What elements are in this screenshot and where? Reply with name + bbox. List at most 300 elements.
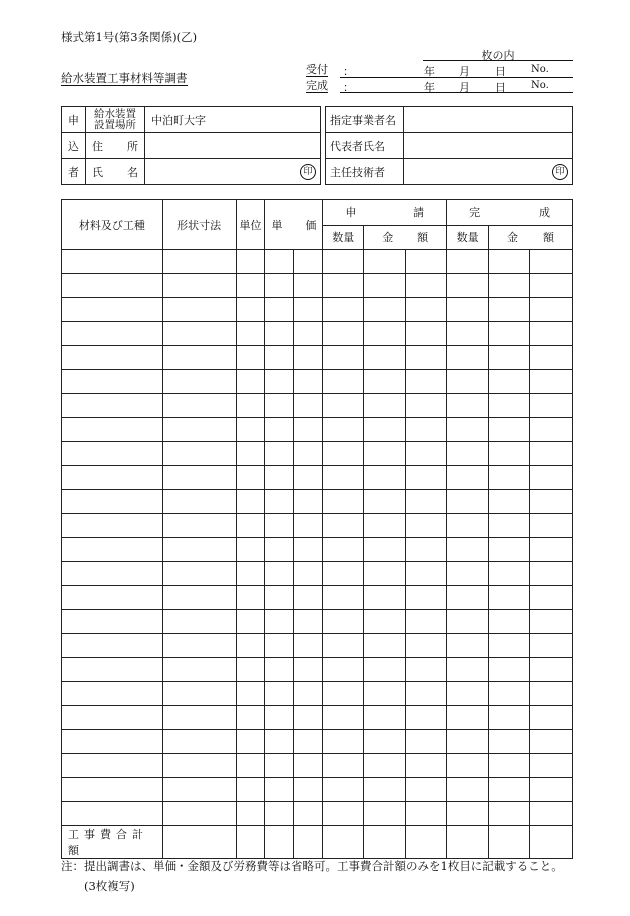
table-cell[interactable] <box>489 634 530 658</box>
table-cell[interactable] <box>265 370 294 394</box>
table-cell[interactable] <box>489 370 530 394</box>
table-cell[interactable] <box>529 274 572 298</box>
table-cell[interactable] <box>406 562 447 586</box>
table-cell[interactable] <box>236 538 265 562</box>
table-cell[interactable] <box>489 514 530 538</box>
table-cell[interactable] <box>265 298 294 322</box>
table-cell[interactable] <box>406 298 447 322</box>
reception-colon: ： <box>343 65 354 78</box>
table-row <box>62 586 573 610</box>
header-completion-a: 完 <box>469 206 481 220</box>
table-cell[interactable] <box>294 298 323 322</box>
table-cell[interactable] <box>529 394 572 418</box>
table-cell[interactable] <box>529 466 572 490</box>
table-cell[interactable] <box>294 514 323 538</box>
table-cell[interactable] <box>236 346 265 370</box>
table-cell[interactable] <box>323 250 364 274</box>
table-cell[interactable] <box>294 778 323 802</box>
table-cell[interactable] <box>447 274 489 298</box>
table-cell[interactable] <box>447 802 489 826</box>
table-cell[interactable] <box>162 322 236 346</box>
table-cell[interactable] <box>529 730 572 754</box>
table-cell[interactable] <box>447 322 489 346</box>
table-cell[interactable] <box>265 538 294 562</box>
address-value[interactable] <box>145 133 321 159</box>
table-cell[interactable] <box>323 730 364 754</box>
table-cell[interactable] <box>294 610 323 634</box>
install-location-value[interactable]: 中泊町大字 <box>145 107 321 133</box>
table-cell[interactable] <box>236 466 265 490</box>
table-cell[interactable] <box>265 250 294 274</box>
total-cell[interactable] <box>162 826 236 859</box>
table-cell[interactable] <box>529 514 572 538</box>
table-cell[interactable] <box>162 298 236 322</box>
table-cell[interactable] <box>294 466 323 490</box>
table-cell[interactable] <box>265 754 294 778</box>
table-cell[interactable] <box>529 778 572 802</box>
table-cell[interactable] <box>406 274 447 298</box>
install-location-label-line1: 給水装置 <box>94 107 136 120</box>
table-cell[interactable] <box>162 610 236 634</box>
sheets-line <box>423 60 573 61</box>
table-cell[interactable] <box>62 490 163 514</box>
table-cell[interactable] <box>406 754 447 778</box>
table-cell[interactable] <box>364 586 406 610</box>
install-location-label-line2: 設置場所 <box>94 118 136 131</box>
table-cell[interactable] <box>62 322 163 346</box>
table-cell[interactable] <box>294 754 323 778</box>
table-cell[interactable] <box>489 442 530 466</box>
table-cell[interactable] <box>447 466 489 490</box>
table-cell[interactable] <box>62 274 163 298</box>
contractor-name-value[interactable] <box>404 107 573 133</box>
table-cell[interactable] <box>406 634 447 658</box>
table-cell[interactable] <box>162 370 236 394</box>
table-cell[interactable] <box>265 610 294 634</box>
table-cell[interactable] <box>364 250 406 274</box>
table-cell[interactable] <box>265 442 294 466</box>
table-cell[interactable] <box>364 538 406 562</box>
table-cell[interactable] <box>364 346 406 370</box>
table-cell[interactable] <box>294 682 323 706</box>
table-cell[interactable] <box>447 250 489 274</box>
table-cell[interactable] <box>62 394 163 418</box>
table-cell[interactable] <box>489 754 530 778</box>
table-cell[interactable] <box>294 394 323 418</box>
table-row <box>62 274 573 298</box>
table-cell[interactable] <box>447 514 489 538</box>
table-cell[interactable] <box>265 346 294 370</box>
table-cell[interactable] <box>406 250 447 274</box>
table-cell[interactable] <box>447 706 489 730</box>
table-cell[interactable] <box>265 730 294 754</box>
header-unit-price-b: 価 <box>305 218 317 232</box>
table-cell[interactable] <box>62 778 163 802</box>
table-cell[interactable] <box>447 298 489 322</box>
table-cell[interactable] <box>162 418 236 442</box>
table-cell[interactable] <box>529 538 572 562</box>
table-cell[interactable] <box>529 490 572 514</box>
table-cell[interactable] <box>323 682 364 706</box>
total-cell[interactable] <box>529 826 572 859</box>
table-cell[interactable] <box>489 802 530 826</box>
table-cell[interactable] <box>236 610 265 634</box>
table-cell[interactable] <box>236 778 265 802</box>
table-cell[interactable] <box>323 658 364 682</box>
table-cell[interactable] <box>489 586 530 610</box>
table-cell[interactable] <box>364 274 406 298</box>
table-cell[interactable] <box>265 586 294 610</box>
table-row <box>62 538 573 562</box>
table-cell[interactable] <box>323 442 364 466</box>
table-cell[interactable] <box>265 394 294 418</box>
table-cell[interactable] <box>447 562 489 586</box>
table-cell[interactable] <box>62 418 163 442</box>
table-cell[interactable] <box>62 442 163 466</box>
table-cell[interactable] <box>323 706 364 730</box>
table-cell[interactable] <box>162 250 236 274</box>
total-cell[interactable] <box>294 826 323 859</box>
contractor-name-label: 指定事業者名 <box>326 107 404 133</box>
table-cell[interactable] <box>294 346 323 370</box>
table-cell[interactable] <box>323 346 364 370</box>
name-value[interactable] <box>145 159 321 185</box>
table-cell[interactable] <box>162 730 236 754</box>
table-cell[interactable] <box>406 370 447 394</box>
representative-value[interactable] <box>404 133 573 159</box>
table-cell[interactable] <box>406 730 447 754</box>
table-cell[interactable] <box>62 682 163 706</box>
table-cell[interactable] <box>364 658 406 682</box>
material-rows <box>62 250 573 826</box>
table-cell[interactable] <box>323 754 364 778</box>
table-cell[interactable] <box>162 586 236 610</box>
table-cell[interactable] <box>236 634 265 658</box>
table-cell[interactable] <box>62 802 163 826</box>
table-cell[interactable] <box>294 586 323 610</box>
table-cell[interactable] <box>529 802 572 826</box>
table-cell[interactable] <box>489 538 530 562</box>
table-cell[interactable] <box>294 802 323 826</box>
table-cell[interactable] <box>323 514 364 538</box>
table-cell[interactable] <box>62 634 163 658</box>
table-cell[interactable] <box>162 706 236 730</box>
table-cell[interactable] <box>489 322 530 346</box>
table-cell[interactable] <box>294 322 323 346</box>
table-cell[interactable] <box>162 682 236 706</box>
table-cell[interactable] <box>62 586 163 610</box>
table-cell[interactable] <box>364 754 406 778</box>
table-cell[interactable] <box>294 562 323 586</box>
table-cell[interactable] <box>62 610 163 634</box>
table-cell[interactable] <box>529 586 572 610</box>
table-cell[interactable] <box>406 442 447 466</box>
table-cell[interactable] <box>323 634 364 658</box>
table-cell[interactable] <box>489 418 530 442</box>
table-cell[interactable] <box>323 586 364 610</box>
table-cell[interactable] <box>406 466 447 490</box>
table-cell[interactable] <box>236 418 265 442</box>
table-cell[interactable] <box>529 610 572 634</box>
table-cell[interactable] <box>447 442 489 466</box>
table-cell[interactable] <box>236 802 265 826</box>
table-cell[interactable] <box>236 562 265 586</box>
table-cell[interactable] <box>62 466 163 490</box>
table-cell[interactable] <box>162 754 236 778</box>
table-cell[interactable] <box>62 514 163 538</box>
table-cell[interactable] <box>294 490 323 514</box>
total-cell[interactable] <box>447 826 489 859</box>
table-cell[interactable] <box>529 346 572 370</box>
table-cell[interactable] <box>162 634 236 658</box>
table-cell[interactable] <box>162 394 236 418</box>
table-cell[interactable] <box>529 754 572 778</box>
table-cell[interactable] <box>265 778 294 802</box>
table-cell[interactable] <box>265 466 294 490</box>
table-cell[interactable] <box>364 490 406 514</box>
table-cell[interactable] <box>236 658 265 682</box>
table-cell[interactable] <box>62 706 163 730</box>
table-cell[interactable] <box>265 634 294 658</box>
table-cell[interactable] <box>294 442 323 466</box>
name-label <box>86 159 145 185</box>
table-cell[interactable] <box>162 658 236 682</box>
table-cell[interactable] <box>447 610 489 634</box>
table-cell[interactable] <box>323 418 364 442</box>
table-cell[interactable] <box>529 250 572 274</box>
table-cell[interactable] <box>162 274 236 298</box>
table-cell[interactable] <box>162 562 236 586</box>
table-cell[interactable] <box>364 682 406 706</box>
table-cell[interactable] <box>489 682 530 706</box>
table-cell[interactable] <box>236 706 265 730</box>
table-cell[interactable] <box>265 514 294 538</box>
table-cell[interactable] <box>323 370 364 394</box>
table-cell[interactable] <box>265 658 294 682</box>
table-cell[interactable] <box>162 442 236 466</box>
table-cell[interactable] <box>236 730 265 754</box>
table-cell[interactable] <box>323 778 364 802</box>
table-cell[interactable] <box>529 418 572 442</box>
table-cell[interactable] <box>489 730 530 754</box>
total-cell[interactable] <box>236 826 265 859</box>
table-cell[interactable] <box>236 442 265 466</box>
table-cell[interactable] <box>406 514 447 538</box>
table-cell[interactable] <box>489 778 530 802</box>
table-cell[interactable] <box>364 514 406 538</box>
table-cell[interactable] <box>265 562 294 586</box>
table-cell[interactable] <box>162 538 236 562</box>
table-cell[interactable] <box>447 778 489 802</box>
table-cell[interactable] <box>294 706 323 730</box>
table-cell[interactable] <box>364 562 406 586</box>
table-cell[interactable] <box>447 730 489 754</box>
table-cell[interactable] <box>236 490 265 514</box>
table-row <box>62 658 573 682</box>
table-cell[interactable] <box>364 322 406 346</box>
representative-label: 代表者氏名 <box>326 133 404 159</box>
chief-engineer-label: 主任技術者 <box>326 159 404 185</box>
table-cell[interactable] <box>236 586 265 610</box>
table-cell[interactable] <box>62 658 163 682</box>
table-cell[interactable] <box>364 706 406 730</box>
table-cell[interactable] <box>236 754 265 778</box>
table-cell[interactable] <box>529 658 572 682</box>
table-cell[interactable] <box>62 754 163 778</box>
table-cell[interactable] <box>294 250 323 274</box>
table-cell[interactable] <box>364 730 406 754</box>
table-cell[interactable] <box>529 322 572 346</box>
table-cell[interactable] <box>323 394 364 418</box>
table-cell[interactable] <box>294 634 323 658</box>
table-cell[interactable] <box>364 418 406 442</box>
table-cell[interactable] <box>406 778 447 802</box>
name-label-b: 名 <box>127 165 138 179</box>
table-cell[interactable] <box>364 466 406 490</box>
table-cell[interactable] <box>236 298 265 322</box>
table-cell[interactable] <box>162 802 236 826</box>
table-cell[interactable] <box>294 538 323 562</box>
table-cell[interactable] <box>62 370 163 394</box>
table-cell[interactable] <box>406 538 447 562</box>
total-cell[interactable] <box>406 826 447 859</box>
table-cell[interactable] <box>406 586 447 610</box>
table-cell[interactable] <box>447 418 489 442</box>
table-cell[interactable] <box>447 490 489 514</box>
table-cell[interactable] <box>265 682 294 706</box>
table-cell[interactable] <box>406 394 447 418</box>
table-cell[interactable] <box>265 322 294 346</box>
table-cell[interactable] <box>294 730 323 754</box>
table-cell[interactable] <box>162 466 236 490</box>
table-cell[interactable] <box>529 370 572 394</box>
table-cell[interactable] <box>236 250 265 274</box>
table-cell[interactable] <box>529 298 572 322</box>
total-cell[interactable] <box>323 826 364 859</box>
table-cell[interactable] <box>62 538 163 562</box>
table-cell[interactable] <box>489 490 530 514</box>
table-cell[interactable] <box>529 634 572 658</box>
table-cell[interactable] <box>447 346 489 370</box>
total-cell[interactable] <box>489 826 530 859</box>
table-cell[interactable] <box>265 802 294 826</box>
table-cell[interactable] <box>162 490 236 514</box>
table-cell[interactable] <box>364 394 406 418</box>
table-cell[interactable] <box>447 586 489 610</box>
table-cell[interactable] <box>323 298 364 322</box>
total-cell[interactable] <box>265 826 294 859</box>
table-cell[interactable] <box>364 298 406 322</box>
table-row <box>62 754 573 778</box>
table-cell[interactable] <box>323 274 364 298</box>
table-row <box>62 442 573 466</box>
table-cell[interactable] <box>447 658 489 682</box>
chief-engineer-value[interactable] <box>404 159 573 185</box>
table-cell[interactable] <box>162 346 236 370</box>
table-cell[interactable] <box>489 250 530 274</box>
table-cell[interactable] <box>236 394 265 418</box>
table-cell[interactable] <box>447 394 489 418</box>
table-cell[interactable] <box>162 514 236 538</box>
table-cell[interactable] <box>62 250 163 274</box>
table-cell[interactable] <box>323 322 364 346</box>
total-cell[interactable] <box>364 826 406 859</box>
table-cell[interactable] <box>406 610 447 634</box>
table-cell[interactable] <box>489 610 530 634</box>
table-cell[interactable] <box>62 298 163 322</box>
table-cell[interactable] <box>62 730 163 754</box>
table-cell[interactable] <box>447 634 489 658</box>
table-cell[interactable] <box>294 658 323 682</box>
table-cell[interactable] <box>406 490 447 514</box>
table-cell[interactable] <box>529 682 572 706</box>
table-cell[interactable] <box>323 802 364 826</box>
table-cell[interactable] <box>447 538 489 562</box>
table-cell[interactable] <box>529 442 572 466</box>
table-cell[interactable] <box>406 682 447 706</box>
table-cell[interactable] <box>236 682 265 706</box>
table-cell[interactable] <box>294 418 323 442</box>
table-cell[interactable] <box>236 322 265 346</box>
table-cell[interactable] <box>489 562 530 586</box>
table-cell[interactable] <box>447 370 489 394</box>
table-cell[interactable] <box>489 706 530 730</box>
table-cell[interactable] <box>323 466 364 490</box>
table-cell[interactable] <box>62 562 163 586</box>
table-cell[interactable] <box>406 346 447 370</box>
table-cell[interactable] <box>489 658 530 682</box>
table-cell[interactable] <box>489 466 530 490</box>
table-cell[interactable] <box>265 274 294 298</box>
table-cell[interactable] <box>364 610 406 634</box>
table-cell[interactable] <box>162 778 236 802</box>
table-cell[interactable] <box>447 754 489 778</box>
table-cell[interactable] <box>236 274 265 298</box>
table-cell[interactable] <box>406 418 447 442</box>
table-cell[interactable] <box>364 778 406 802</box>
table-cell[interactable] <box>62 346 163 370</box>
table-cell[interactable] <box>323 490 364 514</box>
table-cell[interactable] <box>529 562 572 586</box>
table-cell[interactable] <box>406 706 447 730</box>
table-cell[interactable] <box>489 298 530 322</box>
table-cell[interactable] <box>406 322 447 346</box>
table-cell[interactable] <box>236 514 265 538</box>
table-cell[interactable] <box>364 370 406 394</box>
table-cell[interactable] <box>489 274 530 298</box>
table-cell[interactable] <box>447 682 489 706</box>
table-cell[interactable] <box>364 442 406 466</box>
table-cell[interactable] <box>294 370 323 394</box>
table-cell[interactable] <box>265 418 294 442</box>
table-cell[interactable] <box>489 346 530 370</box>
table-cell[interactable] <box>323 610 364 634</box>
total-label: 工事費合計額 <box>62 826 163 859</box>
table-cell[interactable] <box>236 370 265 394</box>
table-cell[interactable] <box>406 802 447 826</box>
table-cell[interactable] <box>489 394 530 418</box>
table-cell[interactable] <box>265 490 294 514</box>
table-cell[interactable] <box>265 706 294 730</box>
table-cell[interactable] <box>364 802 406 826</box>
table-cell[interactable] <box>529 706 572 730</box>
header-completion-quantity: 数量 <box>447 225 489 250</box>
table-cell[interactable] <box>406 658 447 682</box>
table-cell[interactable] <box>294 274 323 298</box>
table-cell[interactable] <box>364 634 406 658</box>
table-cell[interactable] <box>323 538 364 562</box>
table-cell[interactable] <box>323 562 364 586</box>
